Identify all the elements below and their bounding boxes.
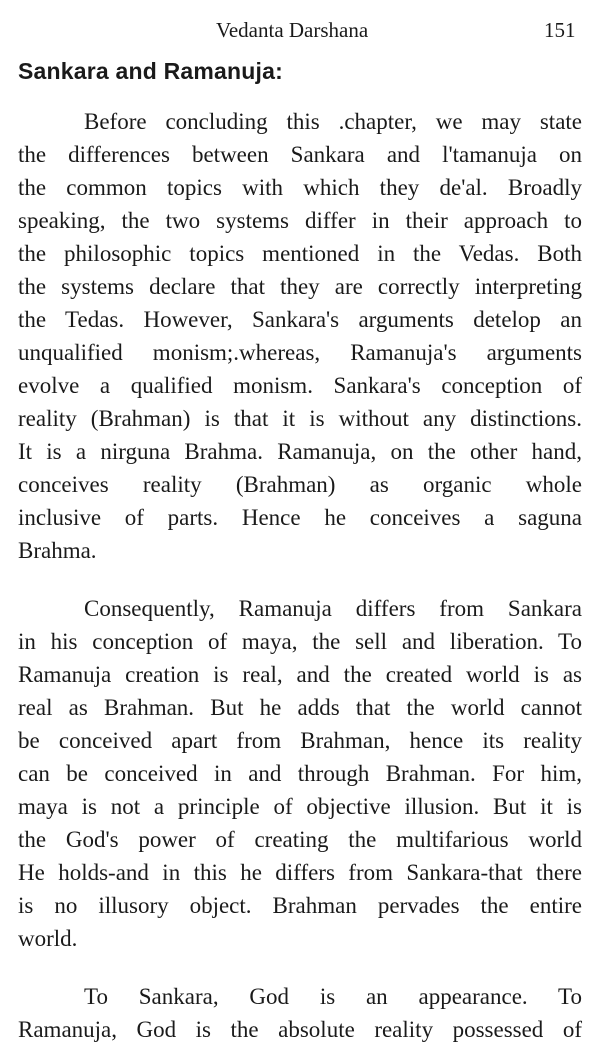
text-line: Ramanuja, God is the absolute reality possessed of — [18, 1017, 582, 1042]
text-line: maya is not a principle of objective illusion. But it is — [18, 794, 582, 819]
text-line: reality (Brahman) is that it is without any distinctions. — [18, 406, 582, 431]
text-line: He holds-and in this he differs from Sankara-that there — [18, 860, 582, 885]
text-line: evolve a qualified monism. Sankara's conception of — [18, 373, 582, 398]
section-heading: Sankara and Ramanuja: — [18, 58, 283, 84]
text-line: speaking, the two systems differ in their approach to — [18, 208, 582, 233]
text-line: the systems declare that they are correctly interpreting — [18, 274, 582, 299]
page-number: 151 — [544, 18, 576, 42]
text-line: It is a nirguna Brahma. Ramanuja, on the other hand, — [18, 439, 582, 464]
text-line: be conceived apart from Brahman, hence its reality — [18, 728, 582, 753]
text-line: the common topics with which they de'al. Broadly — [18, 175, 582, 200]
text-line: is no illusory object. Brahman pervades the entire — [18, 893, 582, 918]
text-line: conceives reality (Brahman) as organic whole — [18, 472, 582, 497]
text-line: Ramanuja creation is real, and the created world is as — [18, 662, 582, 687]
running-title: Vedanta Darshana — [216, 18, 369, 42]
text-line: the Tedas. However, Sankara's arguments detelop an — [18, 307, 582, 332]
paragraph-1 — [18, 105, 582, 567]
text-line: the God's power of creating the multifarious world — [18, 827, 582, 852]
text-line: in his conception of maya, the sell and liberation. To — [18, 629, 582, 654]
text-line: unqualified monism;.whereas, Ramanuja's arguments — [18, 340, 582, 365]
text-line: can be conceived in and through Brahman. For him, — [18, 761, 582, 786]
running-header — [0, 18, 600, 48]
text-line: Consequently, Ramanuja differs from Sankara — [84, 596, 582, 621]
text-line: the differences between Sankara and l'tamanuja on — [18, 142, 582, 167]
text-line: real as Brahman. But he adds that the world cannot — [18, 695, 582, 720]
paragraph-3 — [18, 980, 582, 1046]
text-line: Before concluding this .chapter, we may state — [84, 109, 582, 134]
paragraph-2 — [18, 592, 582, 955]
text-line: To Sankara, God is an appearance. To — [84, 984, 582, 1009]
text-line: world. — [18, 926, 78, 951]
text-line: Brahma. — [18, 538, 97, 563]
text-line: inclusive of parts. Hence he conceives a saguna — [18, 505, 582, 530]
text-line: the philosophic topics mentioned in the Vedas. Both — [18, 241, 582, 266]
